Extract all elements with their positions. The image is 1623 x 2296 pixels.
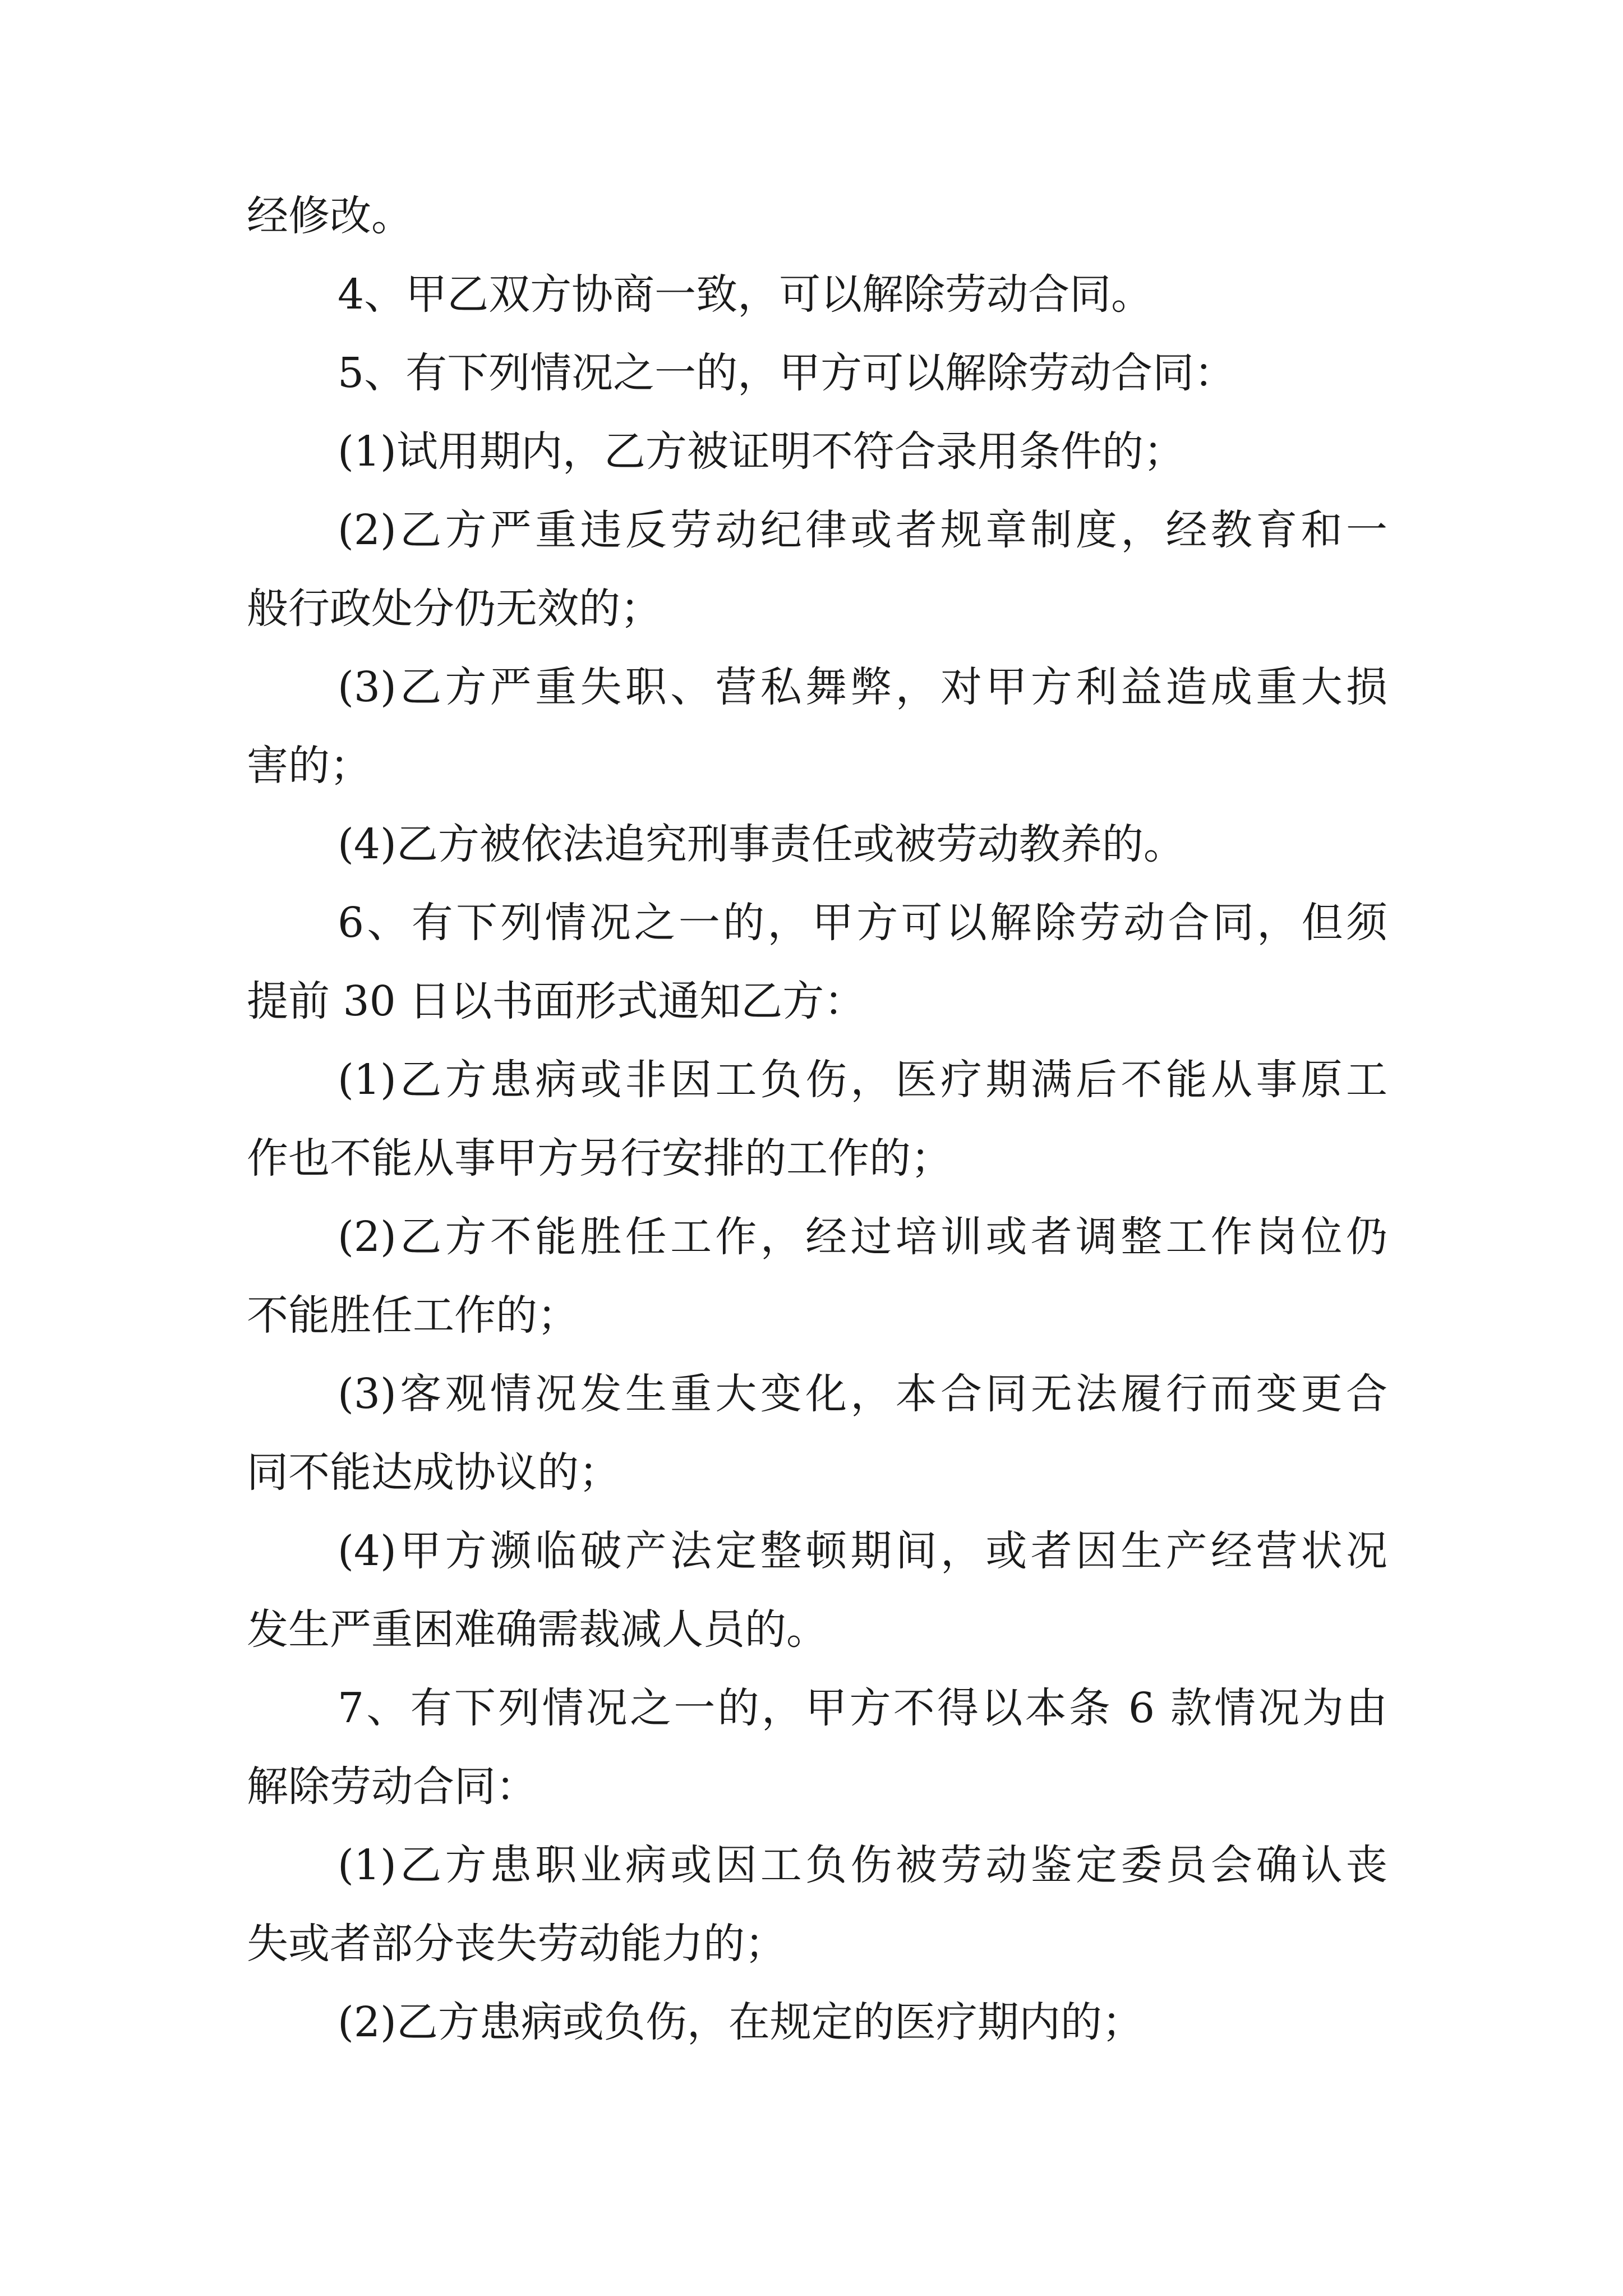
clause-6-item-3: (3)客观情况发生重大变化，本合同无法履行而变更合 <box>338 1370 1387 1418</box>
clause-4: 4、甲乙双方协商一致，可以解除劳动合同。 <box>338 270 1153 319</box>
text-line: 作也不能从事甲方另行安排的工作的； <box>247 1134 952 1182</box>
text-line: 般行政处分仍无效的； <box>247 585 662 633</box>
clause-5-item-1: (1)试用期内，乙方被证明不符合录用条件的； <box>338 427 1185 476</box>
clause-7-item-2: (2)乙方患病或负伤，在规定的医疗期内的； <box>338 1998 1144 2046</box>
text-line: 害的； <box>247 742 371 790</box>
clause-5-item-2: (2)乙方严重违反劳动纪律或者规章制度，经教育和一 <box>338 506 1387 554</box>
clause-5: 5、有下列情况之一的，甲方可以解除劳动合同： <box>338 349 1236 397</box>
clause-6-item-1: (1)乙方患病或非因工负伤，医疗期满后不能从事原工 <box>338 1056 1387 1104</box>
clause-6-item-4: (4)甲方濒临破产法定整顿期间，或者因生产经营状况 <box>338 1527 1387 1575</box>
text-line: 经修改。 <box>247 192 413 240</box>
text-line: 解除劳动合同： <box>247 1763 537 1811</box>
text-line: 提前 30 日以书面形式通知乙方： <box>247 977 866 1025</box>
clause-6: 6、有下列情况之一的，甲方可以解除劳动合同，但须 <box>338 899 1387 947</box>
clause-7-item-1: (1)乙方患职业病或因工负伤被劳动鉴定委员会确认丧 <box>338 1841 1387 1889</box>
text-line: 不能胜任工作的； <box>247 1291 579 1340</box>
clause-7: 7、有下列情况之一的，甲方不得以本条 6 款情况为由 <box>338 1684 1387 1732</box>
clause-5-item-4: (4)乙方被依法追究刑事责任或被劳动教养的。 <box>338 820 1185 868</box>
text-line: 同不能达成协议的； <box>247 1448 620 1497</box>
clause-5-item-3: (3)乙方严重失职、营私舞弊，对甲方利益造成重大损 <box>338 663 1387 711</box>
text-line: 发生严重困难确需裁减人员的。 <box>247 1605 828 1654</box>
clause-6-item-2: (2)乙方不能胜任工作，经过培训或者调整工作岗位仍 <box>338 1213 1387 1261</box>
text-line: 失或者部分丧失劳动能力的； <box>247 1920 786 1968</box>
